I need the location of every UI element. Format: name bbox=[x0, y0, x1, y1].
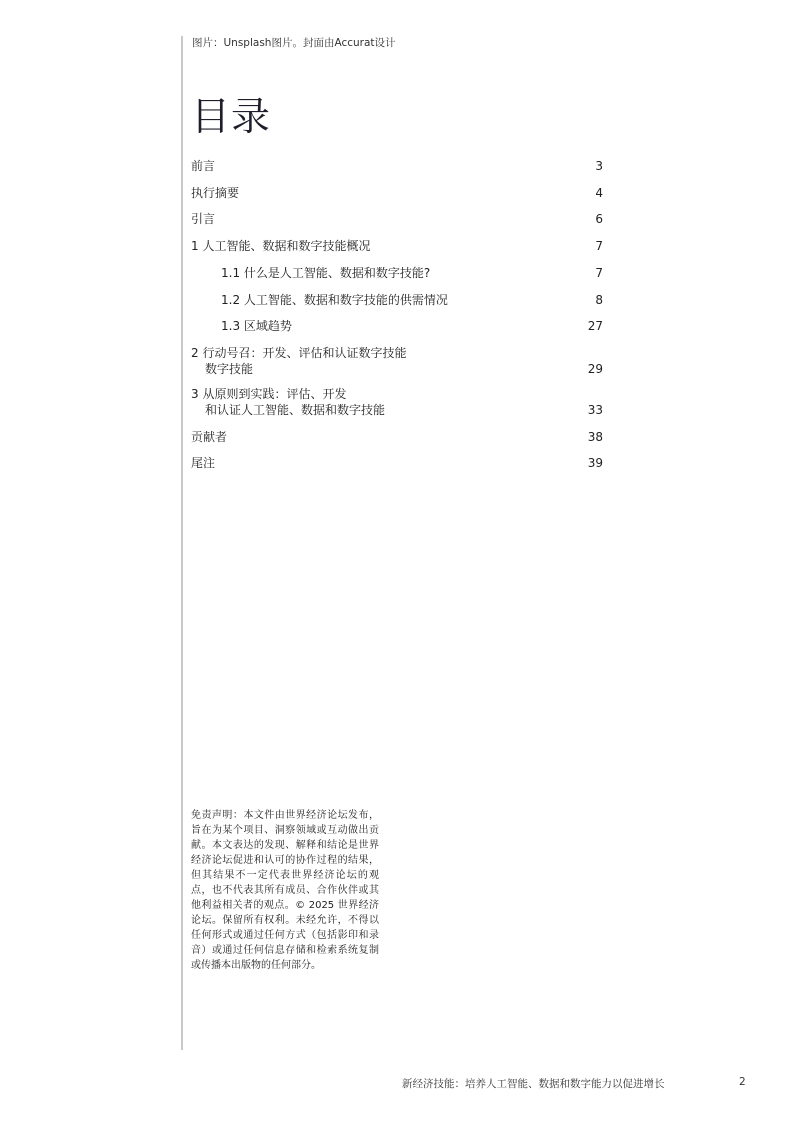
toc-item-page: 7 bbox=[595, 266, 603, 280]
page-title: 目录 bbox=[191, 95, 272, 140]
footer-page-number: 2 bbox=[739, 1076, 746, 1088]
toc-item-label-line1: 2 行动号召：开发、评估和认证数字技能 bbox=[191, 346, 407, 360]
toc-item-label: 贡献者 bbox=[191, 430, 228, 444]
toc-item-label-line1: 3 从原则到实践：评估、开发 bbox=[191, 387, 347, 401]
toc-item-page: 8 bbox=[595, 293, 603, 307]
vertical-rule bbox=[181, 36, 183, 1050]
toc-item-label: 1.3 区域趋势 bbox=[221, 319, 292, 333]
toc-item-label: 1.2 人工智能、数据和数字技能的供需情况 bbox=[221, 293, 448, 307]
toc-item-label-line2: 数字技能 bbox=[205, 362, 254, 376]
toc-item-label-line2: 和认证人工智能、数据和数字技能 bbox=[205, 403, 386, 417]
disclaimer-text: 免责声明：本文件由世界经济论坛发布，旨在为某个项目、洞察领域或互动做出贡献。本文表达的发现、解释和结论是世界经济论坛促进和认可的协作过程的结果，但其结果不一定代表世界经济论坛的观点，也不代表其所有成员、合作伙伴或其他利益相关者的观点。© 2025 世界经济论坛。保留所有权利。未经允许，不得以任何形式或通过任何方式（包括影印和录音）或通过任何信息存储和检索系统复制或传播本出版物的任何部分。 bbox=[191, 810, 379, 971]
image-credit: 图片：Unsplash图片。封面由Accurat设计 bbox=[192, 37, 396, 49]
toc-item-page: 27 bbox=[587, 319, 603, 333]
toc-item-chapter-3[interactable] bbox=[191, 386, 603, 418]
toc-item-label: 前言 bbox=[191, 159, 216, 173]
toc-item-label: 执行摘要 bbox=[191, 186, 240, 200]
toc-item-page: 3 bbox=[595, 159, 603, 173]
toc-item-label: 1 人工智能、数据和数字技能概况 bbox=[191, 239, 371, 253]
toc-item-page: 33 bbox=[587, 403, 603, 417]
toc-item-label: 1.1 什么是人工智能、数据和数字技能? bbox=[221, 266, 431, 280]
toc-item-page: 29 bbox=[587, 362, 603, 376]
footer-report-title: 新经济技能：培养人工智能、数据和数字能力以促进增长 bbox=[402, 1078, 665, 1090]
toc-item-page: 6 bbox=[595, 212, 603, 226]
toc-item-label: 引言 bbox=[191, 212, 216, 226]
toc-item-page: 39 bbox=[587, 456, 603, 470]
toc-item-label: 尾注 bbox=[191, 456, 216, 470]
toc-item-label bbox=[191, 345, 406, 377]
toc-item-chapter-2[interactable] bbox=[191, 345, 603, 377]
toc-item-page: 38 bbox=[587, 430, 603, 444]
toc-item-label bbox=[191, 386, 385, 418]
toc-item-page: 7 bbox=[595, 239, 603, 253]
toc-item-page: 4 bbox=[595, 186, 603, 200]
